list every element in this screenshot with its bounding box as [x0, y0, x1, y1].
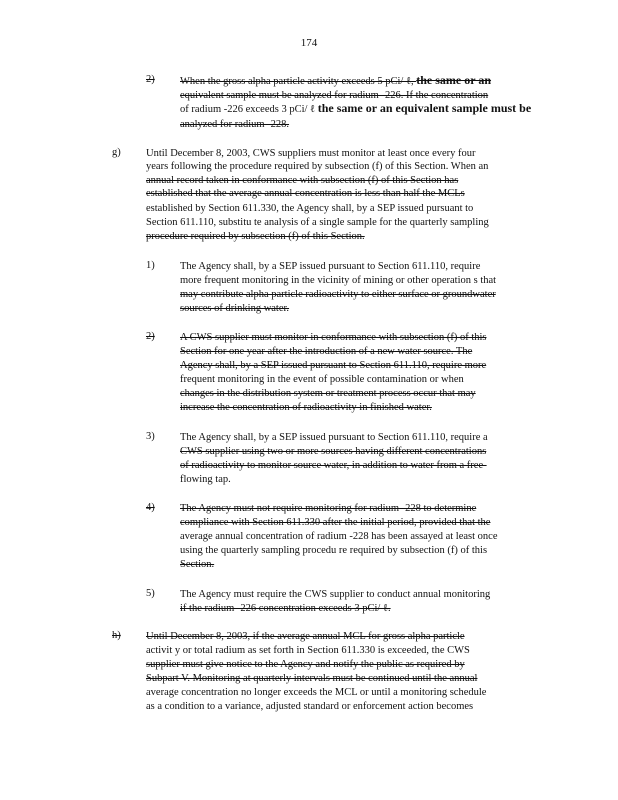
paragraph-line: annual record taken in conformance with subsection (f) of this Section has: [146, 175, 459, 186]
paragraph-line: as a condition to a variance, adjusted standard or enforcement action becomes: [146, 701, 474, 712]
paragraph-line: The Agency shall, by a SEP issued pursuant to Section 611.110, require a: [180, 432, 488, 443]
paragraph-line: using the quarterly sampling procedu re required by subsection (f) of this: [180, 545, 488, 556]
item-label: 3): [146, 431, 155, 442]
paragraph-line: sources of drinking water.: [180, 303, 290, 314]
item-label: 2): [146, 74, 155, 85]
paragraph-line: procedure required by subsection (f) of this Section.: [146, 231, 365, 242]
paragraph-line: changes in the distribution system or treatment process occur that may: [180, 388, 476, 399]
paragraph-line: established by Section 611.330, the Agency shall, by a SEP issued pursuant to: [146, 203, 474, 214]
paragraph-line: CWS supplier using two or more sources having different concentrations: [180, 446, 487, 457]
paragraph-line: Section 611.110, substitu te analysis of a single sample for the quarterly sampling: [146, 217, 489, 228]
paragraph-line: activit y or total radium as set forth in Section 611.330 is exceeded, the CWS: [146, 645, 470, 656]
paragraph-line: flowing tap.: [180, 474, 231, 485]
subsection-label: h): [112, 630, 121, 641]
paragraph-line: if the radium -226 concentration exceeds 3 pCi/ ℓ.: [180, 603, 391, 614]
paragraph-line: analyzed for radium -228.: [180, 119, 290, 130]
paragraph-line: The Agency must not require monitoring for radium -228 to determine: [180, 503, 477, 514]
paragraph-line: average concentration no longer exceeds the MCL or until a monitoring schedule: [146, 687, 487, 698]
page-number: 174: [300, 37, 318, 49]
subsection-label: g): [112, 147, 121, 158]
paragraph-line: When the gross alpha particle activity exceeds 5 pCi/ ℓ, the same or an: [180, 74, 492, 87]
paragraph-line: Agency shall, by a SEP issued pursuant to Section 611.110, require more: [180, 360, 487, 371]
paragraph-line: more frequent monitoring in the vicinity of mining or other operation s that: [180, 275, 497, 286]
paragraph-line: Until December 8, 2003, if the average annual MCL for gross alpha particle: [146, 631, 465, 642]
paragraph-line: average annual concentration of radium -228 has been assayed at least once: [180, 531, 498, 542]
paragraph-line: Subpart V. Monitoring at quarterly intervals must be continued until the annual: [146, 673, 478, 684]
paragraph-line: of radium -226 exceeds 3 pCi/ ℓ the same or an equivalent sample must be: [180, 102, 532, 115]
paragraph-line: years following the procedure required by subsection (f) of this Section. When an: [146, 161, 489, 172]
paragraph-line: established that the average annual concentration is less than half the MCLs: [146, 188, 465, 199]
paragraph-line: frequent monitoring in the event of possible contamination or when: [180, 374, 464, 385]
paragraph-line: increase the concentration of radioactivity in finished water.: [180, 402, 432, 413]
paragraph-line: A CWS supplier must monitor in conformance with subsection (f) of this: [180, 332, 487, 343]
paragraph-line: Until December 8, 2003, CWS suppliers must monitor at least once every four: [146, 148, 476, 159]
item-label: 4): [146, 502, 155, 513]
paragraph-line: compliance with Section 611.330 after the initial period, provided that the: [180, 517, 491, 528]
item-label: 2): [146, 331, 155, 342]
paragraph-line: Section for one year after the introduction of a new water source. The: [180, 346, 473, 357]
paragraph-line: The Agency must require the CWS supplier to conduct annual monitoring: [180, 589, 491, 600]
paragraph-line: of radioactivity to monitor source water, in addition to water from a free-: [180, 460, 487, 471]
paragraph-line: equivalent sample must be analyzed for radium -226. If the concentration: [180, 90, 489, 101]
paragraph-line: supplier must give notice to the Agency and notify the public as required by: [146, 659, 465, 670]
paragraph-line: Section.: [180, 559, 215, 570]
item-label: 5): [146, 588, 155, 599]
paragraph-line: may contribute alpha particle radioactivity to either surface or groundwater: [180, 289, 496, 300]
paragraph-line: The Agency shall, by a SEP issued pursuant to Section 611.110, require: [180, 261, 481, 272]
item-label: 1): [146, 260, 155, 271]
